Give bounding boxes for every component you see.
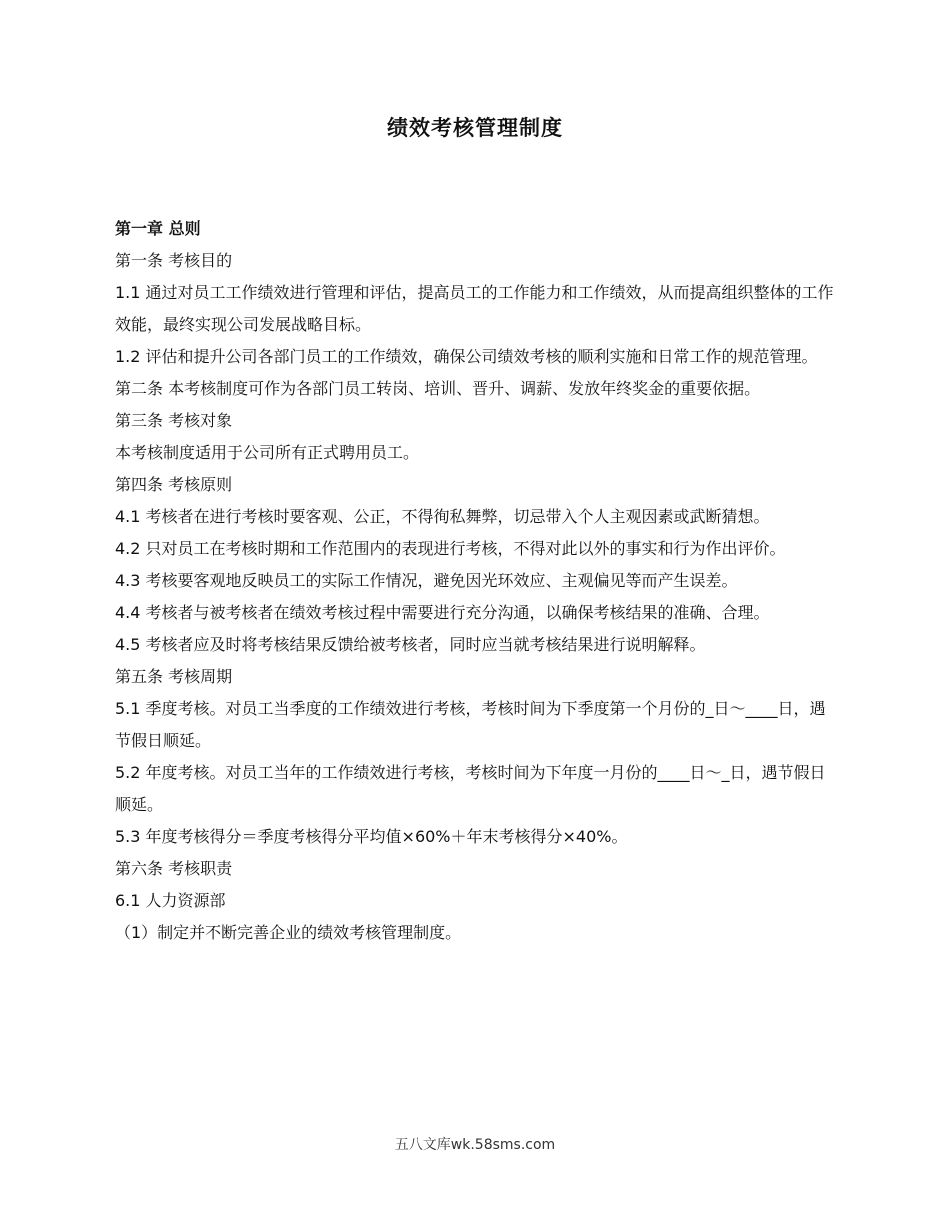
clause-paragraph: 1.1 通过对员工工作绩效进行管理和评估，提高员工的工作能力和工作绩效，从而提高组织整体的工作效能，最终实现公司发展战略目标。 <box>115 283 834 334</box>
body-paragraph: 本考核制度适用于公司所有正式聘用员工。 <box>115 443 420 462</box>
footer-watermark: 五八文库wk.58sms.com <box>394 1137 556 1153</box>
clause-paragraph: 4.5 考核者应及时将考核结果反馈给被考核者，同时应当就考核结果进行说明解释。 <box>115 635 706 654</box>
chapter-heading: 第一章 总则 <box>115 219 201 238</box>
document-title: 绩效考核管理制度 <box>387 116 563 140</box>
clause-paragraph: 4.2 只对员工在考核时期和工作范围内的表现进行考核，不得对此以外的事实和行为作出评价。 <box>115 539 786 558</box>
clause-paragraph: 5.3 年度考核得分＝季度考核得分平均值×60%＋年末考核得分×40%。 <box>115 827 628 846</box>
clause-paragraph: 4.4 考核者与被考核者在绩效考核过程中需要进行充分沟通，以确保考核结果的准确、合理。 <box>115 603 770 622</box>
article-heading: 第四条 考核原则 <box>115 475 233 494</box>
clause-paragraph: 4.3 考核要客观地反映员工的实际工作情况，避免因光环效应、主观偏见等而产生误差。 <box>115 571 738 590</box>
document-body <box>115 213 840 949</box>
article-heading: 第五条 考核周期 <box>115 667 233 686</box>
article-heading: 第一条 考核目的 <box>115 251 233 270</box>
clause-paragraph: 1.2 评估和提升公司各部门员工的工作绩效，确保公司绩效考核的顺利实施和日常工作的规范管理。 <box>115 347 818 366</box>
clause-paragraph: 5.2 年度考核。对员工当年的工作绩效进行考核，考核时间为下年度一月份的____日～_日，遇节假日顺延。 <box>115 763 826 814</box>
clause-paragraph: 6.1 人力资源部 <box>115 891 226 910</box>
article-paragraph: 第二条 本考核制度可作为各部门员工转岗、培训、晋升、调薪、发放年终奖金的重要依据。 <box>115 379 761 398</box>
clause-paragraph: 5.1 季度考核。对员工当季度的工作绩效进行考核，考核时间为下季度第一个月份的_日～____日，遇节假日顺延。 <box>115 699 826 750</box>
list-item: （1）制定并不断完善企业的绩效考核管理制度。 <box>115 923 462 942</box>
article-heading: 第三条 考核对象 <box>115 411 233 430</box>
clause-paragraph: 4.1 考核者在进行考核时要客观、公正，不得徇私舞弊，切忌带入个人主观因素或武断猜想。 <box>115 507 770 526</box>
article-heading: 第六条 考核职责 <box>115 859 233 878</box>
